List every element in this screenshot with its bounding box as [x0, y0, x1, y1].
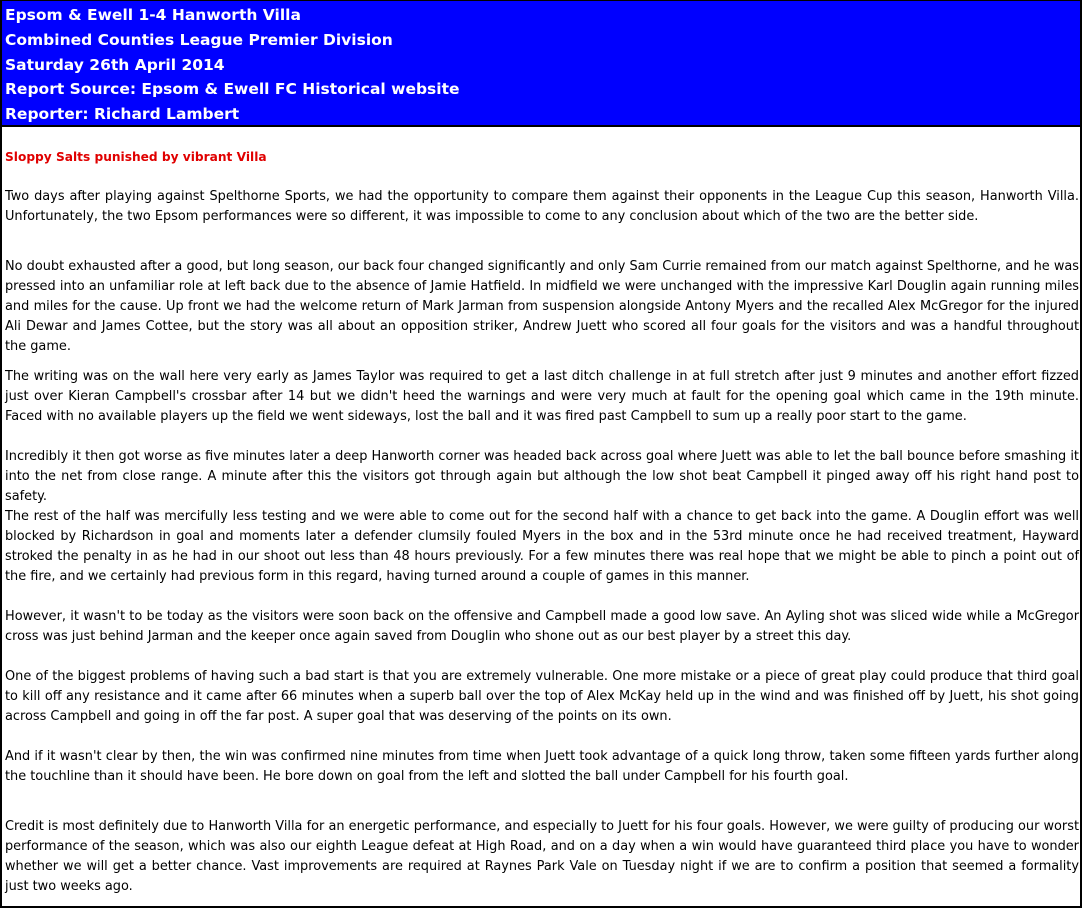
paragraph-8: And if it wasn't clear by then, the win was confirmed nine minutes from time when Juett took advantage of a quick long throw, taken some fifteen yards further along the touchline than it should have been. He bore down on goal from the left and slotted the ball under Campbell for his fourth goal.	[5, 749, 1079, 784]
paragraph-9: Credit is most definitely due to Hanworth Villa for an energetic performance, and especially to Juett for his four goals. However, we were guilty of producing our worst performance of the season, which was also our eighth League defeat at High Road, and on a day when a win would have guaranteed third place you have to wonder whether we will get a better chance. Vast improvements are required at Raynes Park Vale on Tuesday night if we are to confirm a position that seemed a formality just two weeks ago.	[5, 819, 1079, 894]
match-header	[0, 0, 1082, 127]
paragraph-4: Incredibly it then got worse as five minutes later a deep Hanworth corner was headed back across goal where Juett was able to let the ball bounce before smashing it into the net from close range. A minute after this the visitors got through again but although the low shot beat Campbell it pinged away off his right hand post to safety.	[5, 449, 1079, 504]
paragraph-5: The rest of the half was mercifully less testing and we were able to come out for the second half with a chance to get back into the game. A Douglin effort was well blocked by Richardson in goal and moments later a defender clumsily fouled Myers in the box and in the 53rd minute once he had received treatment, Hayward stroked the penalty in as he had in our shoot out less than 48 hours previously. For a few minutes there was real hope that we might be able to pinch a point out of the fire, and we certainly had previous form in this regard, having turned around a couple of games in this manner.	[5, 509, 1079, 584]
competition: Combined Counties League Premier Division	[5, 30, 393, 49]
paragraph-3: The writing was on the wall here very early as James Taylor was required to get a last ditch challenge in at full stretch after just 9 minutes and another effort fizzed just over Kieran Campbell's crossbar after 14 but we didn't heed the warnings and were very much at fault for the opening goal which came in the 19th minute. Faced with no available players up the field we went sideways, lost the ball and it was fired past Campbell to sum up a really poor start to the game.	[5, 369, 1079, 424]
paragraph-6: However, it wasn't to be today as the visitors were soon back on the offensive and Campbell made a good low save. An Ayling shot was sliced wide while a McGregor cross was just behind Jarman and the keeper once again saved from Douglin who shone out as our best player by a street this day.	[5, 609, 1079, 644]
report-headline: Sloppy Salts punished by vibrant Villa	[5, 150, 267, 164]
paragraph-7: One of the biggest problems of having such a bad start is that you are extremely vulnerable. One more mistake or a piece of great play could produce that third goal to kill off any resistance and it came after 66 minutes when a superb ball over the top of Alex McKay held up in the wind and was finished off by Juett, his shot going across Campbell and going in off the far post. A super goal that was deserving of the points on its own.	[5, 669, 1079, 724]
match-date: Saturday 26th April 2014	[5, 55, 225, 74]
reporter: Reporter: Richard Lambert	[5, 105, 240, 124]
paragraph-2: No doubt exhausted after a good, but long season, our back four changed significantly and only Sam Currie remained from our match against Spelthorne, and he was pressed into an unfamiliar role at left back due to the absence of Jamie Hatfield. In midfield we were unchanged with the impressive Karl Douglin again running miles and miles for the cause. Up front we had the welcome return of Mark Jarman from suspension alongside Antony Myers and the recalled Alex McGregor for the injured Ali Dewar and James Cottee, but the story was all about an opposition striker, Andrew Juett who scored all four goals for the visitors and was a handful throughout the game.	[5, 259, 1079, 354]
match-title: Epsom & Ewell 1-4 Hanworth Villa	[5, 6, 301, 24]
report-source: Report Source: Epsom & Ewell FC Historical website	[5, 80, 460, 99]
paragraph-1: Two days after playing against Spelthorne Sports, we had the opportunity to compare them against their opponents in the League Cup this season, Hanworth Villa. Unfortunately, the two Epsom performances were so different, it was impossible to come to any conclusion about which of the two are the better side.	[5, 189, 1079, 224]
report-body	[0, 127, 1082, 908]
